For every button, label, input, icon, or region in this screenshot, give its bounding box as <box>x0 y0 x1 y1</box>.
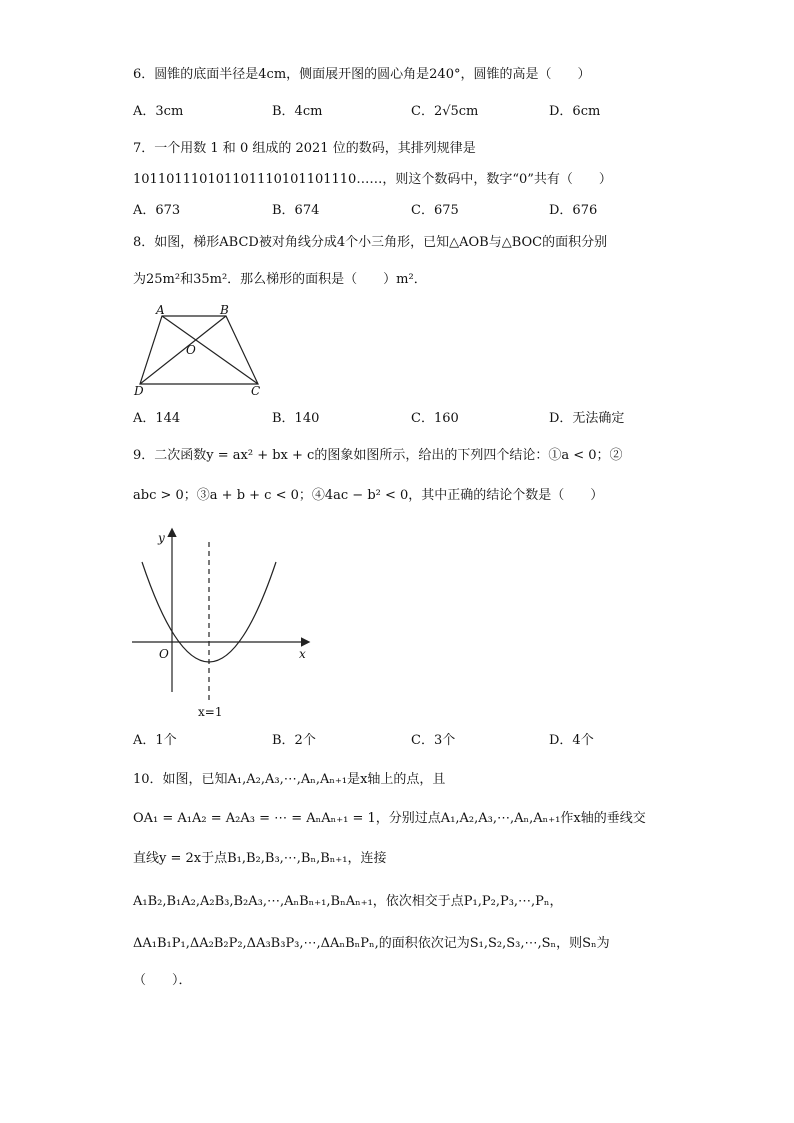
label-o: O <box>186 343 196 357</box>
q7-option-b: B．674 <box>272 203 320 218</box>
q8-option-b: B．140 <box>272 411 320 426</box>
q9-option-c: C．3个 <box>411 733 456 748</box>
q7-option-c: C．675 <box>411 203 459 218</box>
diagonal-bd <box>140 316 226 384</box>
q8-option-a: A．144 <box>133 411 181 426</box>
q6-stem: 6．圆锥的底面半径是4cm，侧面展开图的圆心角是240°，圆锥的高是（ ） <box>133 67 591 82</box>
label-c: C <box>251 384 261 398</box>
q9-stem-line1: 9．二次函数y = ax² + bx + c的图象如图所示，给出的下列四个结论：①a < 0；② <box>133 448 623 463</box>
q8-stem-line2: 为25m²和35m²．那么梯形的面积是（ ）m²． <box>133 272 427 287</box>
q10-line4: A₁B₂,B₁A₂,A₂B₃,B₂A₃,⋯,AₙBₙ₊₁,BₙAₙ₊₁，依次相交于点P₁,P₂,P₃,⋯,Pₙ， <box>133 894 563 909</box>
q7-stem-line1: 7．一个用数 1 和 0 组成的 2021 位的数码，其排列规律是 <box>133 141 476 156</box>
label-b: B <box>220 303 229 317</box>
q9-stem-line2: abc > 0；③a + b + c < 0；④4ac − b² < 0，其中正确的结论个数是（ ） <box>133 488 604 503</box>
q7-option-d: D．676 <box>549 203 598 218</box>
trapezoid-outline <box>140 316 258 384</box>
q10-line3: 直线y = 2x于点B₁,B₂,B₃,⋯,Bₙ,Bₙ₊₁，连接 <box>133 851 387 866</box>
label-symmetry-axis: x=1 <box>198 705 223 719</box>
q9-option-b: B．2个 <box>272 733 316 748</box>
label-y: y <box>158 531 165 545</box>
q8-option-d: D．无法确定 <box>549 411 625 426</box>
q7-stem-line2: 101101110101101110101101110……，则这个数码中，数字“0”共有（ ） <box>133 172 612 187</box>
label-origin: O <box>159 647 169 661</box>
q6-option-d: D．6cm <box>549 104 601 119</box>
q9-option-a: A．1个 <box>133 733 177 748</box>
q6-option-b: B．4cm <box>272 104 323 119</box>
q9-options <box>133 732 693 750</box>
q6-option-a: A．3cm <box>133 104 184 119</box>
q7-option-a: A．673 <box>133 203 181 218</box>
q8-options <box>133 410 693 428</box>
label-d: D <box>134 384 144 398</box>
q8-stem-line1: 8．如图，梯形ABCD被对角线分成4个小三角形，已知△AOB与△BOC的面积分别 <box>133 235 608 250</box>
q7-options <box>133 202 693 220</box>
q8-option-c: C．160 <box>411 411 459 426</box>
diagonal-ac <box>162 316 258 384</box>
q6-options <box>133 103 693 121</box>
q10-line6: （ ）． <box>133 973 192 988</box>
q6-option-c: C．2√5cm <box>411 104 479 119</box>
label-a: A <box>156 303 165 317</box>
trapezoid-figure <box>128 302 278 398</box>
q10-line5: ΔA₁B₁P₁,ΔA₂B₂P₂,ΔA₃B₃P₃,⋯,ΔAₙBₙPₙ,的面积依次记为S₁,S₂,S₃,⋯,Sₙ，则Sₙ为 <box>133 936 610 951</box>
q10-line2: OA₁ = A₁A₂ = A₂A₃ = ⋯ = AₙAₙ₊₁ = 1，分别过点A₁,A₂,A₃,⋯,Aₙ,Aₙ₊₁作x轴的垂线交 <box>133 811 646 826</box>
parabola-figure <box>128 524 318 724</box>
q10-line1: 10．如图，已知A₁,A₂,A₃,⋯,Aₙ,Aₙ₊₁是x轴上的点，且 <box>133 772 446 787</box>
label-x: x <box>299 647 306 661</box>
q9-option-d: D．4个 <box>549 733 594 748</box>
